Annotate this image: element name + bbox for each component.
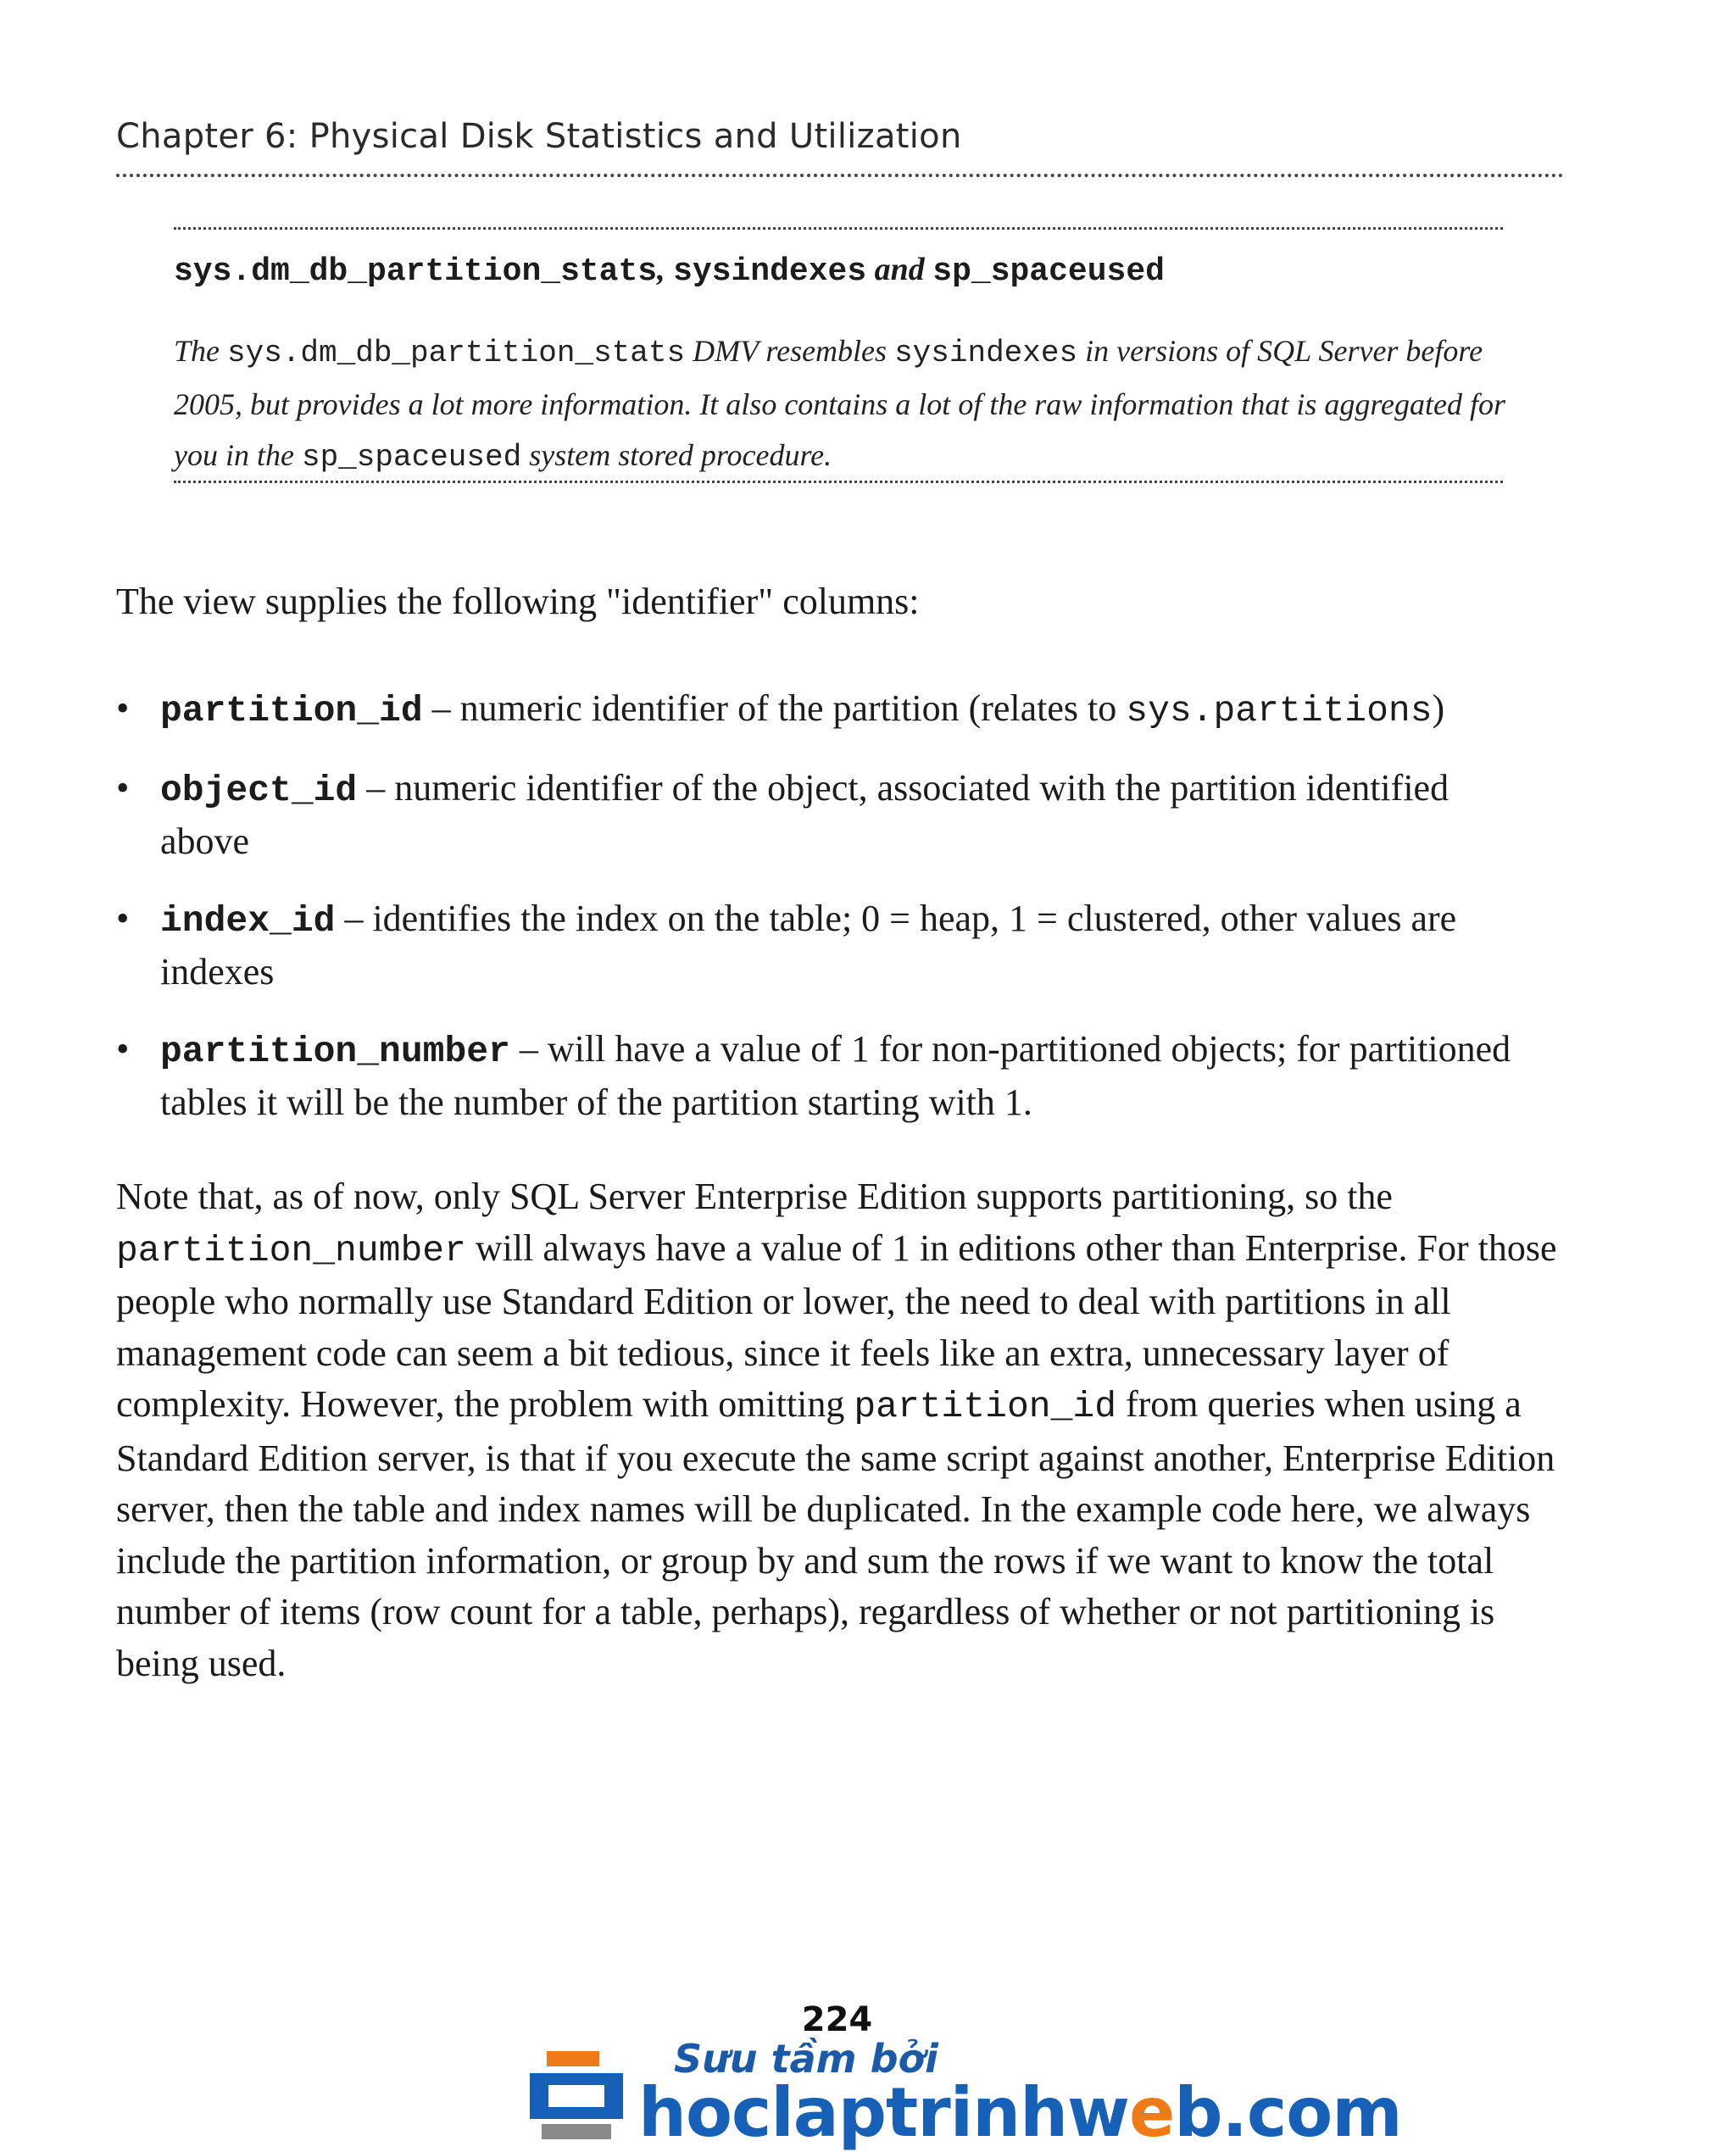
paragraph-text: will always have a value of 1 in editions other than Enterprise. For those people who normally use Standard Edition or lower, the need to deal with partitions in all management code can seem a bit tedious, since it feels like an extra, unnecessary layer of complexity. However, the problem with omitting [116, 1226, 1557, 1425]
bullet-dot-icon: • [116, 898, 130, 939]
column-term: partition_number [160, 1031, 510, 1072]
column-description: – identifies the index on the table; 0 = heap, 1 = clustered, other values are indexes [160, 898, 1457, 993]
watermark-logo-icon [530, 2051, 623, 2141]
column-description-tail: ) [1432, 687, 1445, 729]
chapter-header: Chapter 6: Physical Disk Statistics and Utilization [116, 117, 962, 156]
note-text: DMV resembles [685, 334, 895, 368]
list-item [116, 893, 1540, 998]
note-title-separator: and [866, 252, 933, 287]
note-title-code: sys.dm_db_partition_stats [174, 253, 658, 290]
watermark-logo [530, 2034, 1402, 2152]
note-text: system stored procedure. [521, 438, 832, 472]
body-paragraph [116, 1171, 1557, 1689]
watermark-name-part: b.com [1174, 2073, 1402, 2152]
bullet-dot-icon: • [116, 767, 130, 809]
inline-code: partition_number [116, 1229, 466, 1271]
watermark-caption: Sưu tầm bởi [674, 2036, 938, 2082]
column-description: – numeric identifier of the partition (relates to [422, 687, 1127, 729]
bullet-dot-icon: • [116, 687, 130, 729]
column-term: partition_id [160, 690, 423, 731]
column-term: object_id [160, 770, 358, 811]
watermark-site-name [638, 2073, 1402, 2152]
list-item [116, 1024, 1540, 1128]
inline-code: partition_id [854, 1386, 1116, 1427]
note-title-code: sp_spaceused [932, 253, 1165, 290]
note-title [174, 251, 1165, 290]
list-item [116, 683, 1540, 737]
note-body [174, 325, 1513, 483]
column-description: – will have a value of 1 for non-partitioned objects; for partitioned tables it will be the number of the partition starting with 1. [160, 1028, 1511, 1123]
header-divider [116, 174, 1564, 177]
note-bottom-divider [174, 481, 1503, 483]
intro-paragraph: The view supplies the following "identifier" columns: [116, 581, 920, 622]
note-text: in versions of SQL Server before 2005, but provides a lot more information. It also contains a lot of the raw information that is aggregated for you in the [174, 334, 1505, 472]
note-text: The [174, 334, 227, 368]
identifier-column-list [116, 683, 1540, 1154]
column-description: – numeric identifier of the object, associated with the partition identified above [160, 767, 1449, 862]
note-code: sysindexes [894, 336, 1078, 370]
note-title-separator: , [657, 252, 674, 287]
list-item [116, 763, 1540, 867]
paragraph-text: Note that, as of now, only SQL Server Enterprise Edition supports partitioning, so the [116, 1176, 1393, 1217]
note-code: sp_spaceused [301, 440, 522, 475]
note-title-code: sysindexes [673, 253, 867, 290]
note-code: sys.dm_db_partition_stats [227, 336, 686, 370]
paragraph-text: from queries when using a Standard Edition server, is that if you execute the same script against another, Enterprise Edition server, then the table and index names will be duplicated. In the example code here, we always include the partition information, or group by and sum the rows if we want to know the total number of items (row count for a table, perhaps), regardless of whether or not partitioning is being used. [116, 1383, 1555, 1684]
note-top-divider [174, 227, 1503, 230]
column-term: index_id [160, 900, 336, 942]
bullet-dot-icon: • [116, 1028, 130, 1070]
page-number: 224 [801, 2000, 873, 2039]
watermark-name-part: hoclaptrinhw [638, 2073, 1129, 2152]
column-related-code: sys.partitions [1126, 690, 1433, 731]
watermark-name-accent: e [1128, 2073, 1175, 2152]
